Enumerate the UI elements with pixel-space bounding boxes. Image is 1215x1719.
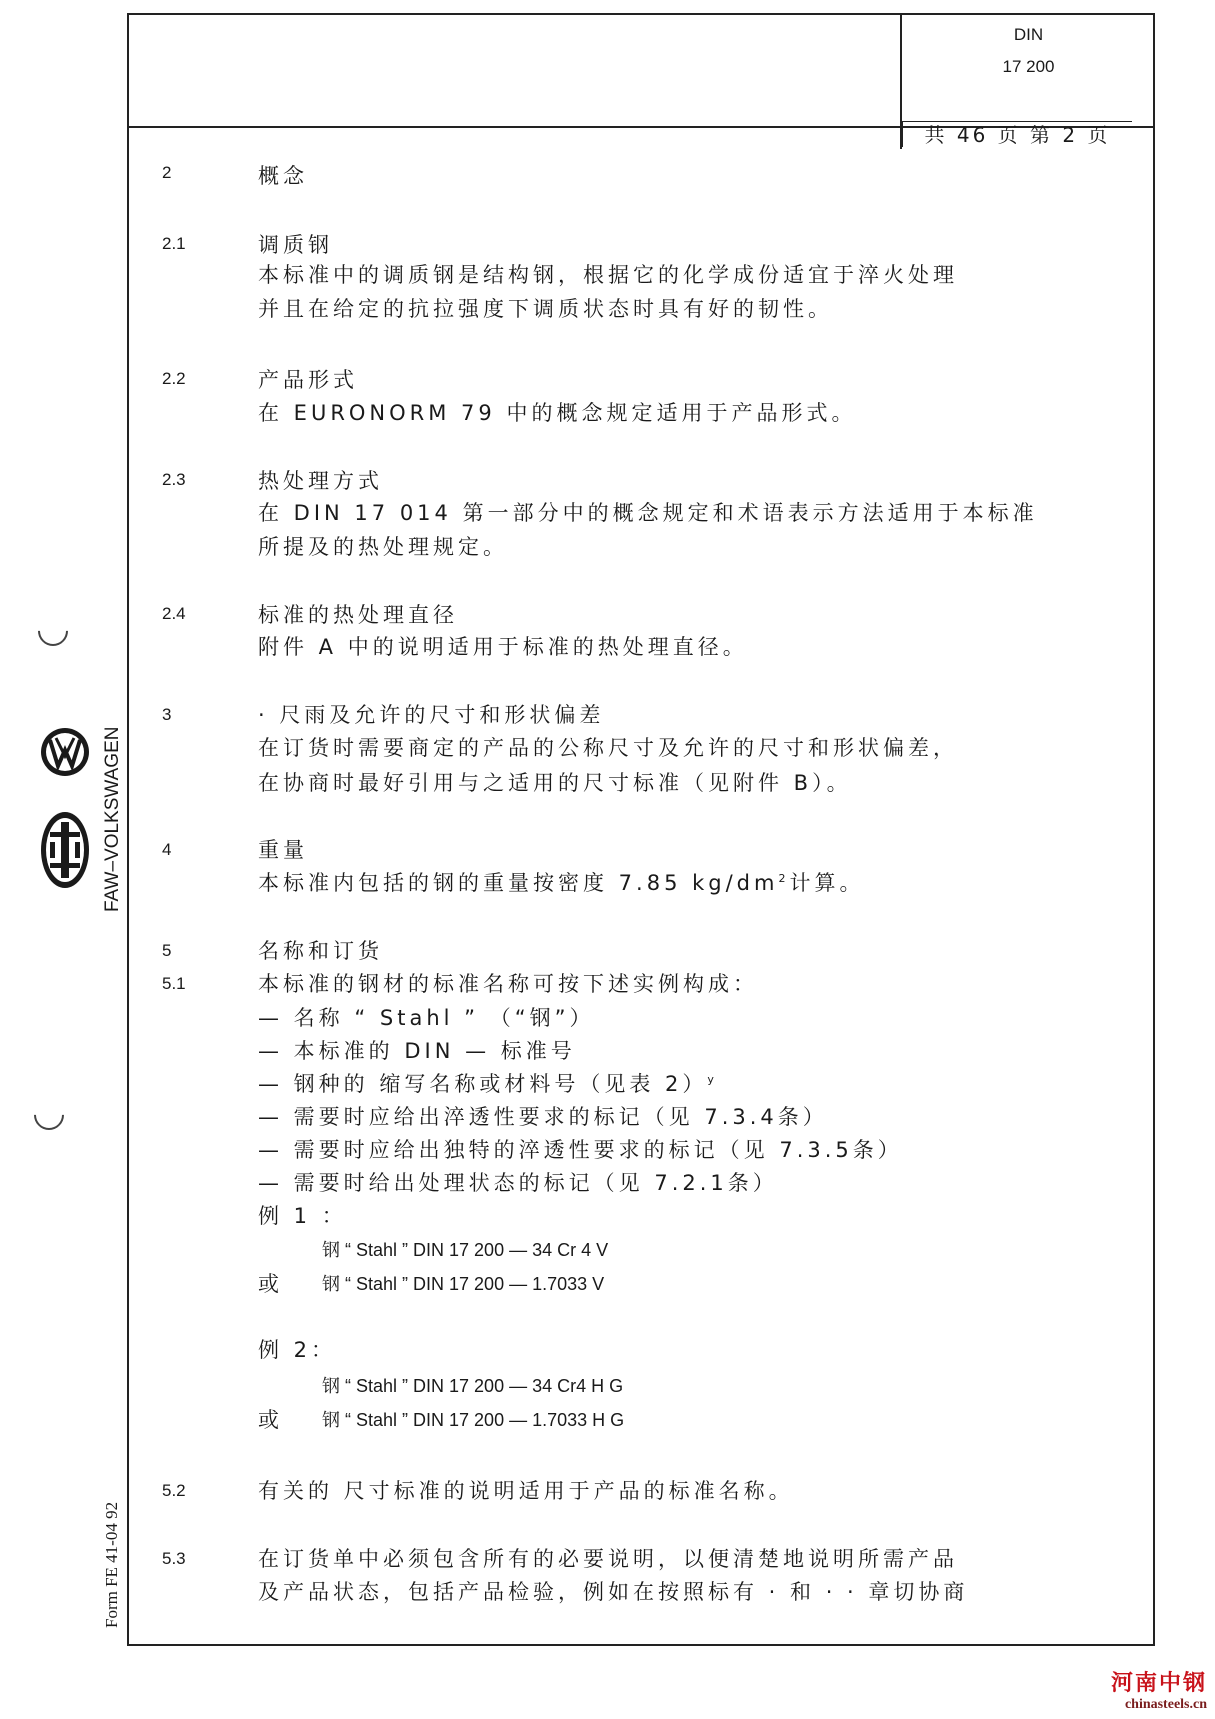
punch-hole	[32, 610, 74, 652]
paragraph-line: 本标准中的调质钢是结构钢，根据它的化学成份适宜于淬火处理	[258, 263, 958, 287]
section-number: 2.1	[162, 234, 186, 253]
section-number: 2.2	[162, 369, 186, 388]
faw-emblem-icon	[41, 812, 89, 888]
example-or: 或	[258, 1408, 283, 1432]
section-heading: 产品形式	[258, 368, 358, 392]
list-item	[258, 1068, 718, 1098]
paragraph-line: 及产品状态，包括产品检验，例如在按照标有 · 和 · · 章切协商	[258, 1580, 969, 1604]
paragraph-line: 在 DIN 17 014 第一部分中的概念规定和术语表示方法适用于本标准	[258, 501, 1038, 525]
section-heading: 名称和订货	[258, 939, 383, 963]
form-number: Form FE 41-04 92	[102, 1501, 121, 1628]
section-number: 5.2	[162, 1481, 186, 1500]
section-number: 5.3	[162, 1549, 186, 1568]
din-header-box	[900, 13, 1155, 149]
section-number: 2.3	[162, 470, 186, 489]
section-number: 3	[162, 705, 172, 724]
list-item: — 需要时应给出独特的淬透性要求的标记（见 7.3.5条）	[258, 1138, 903, 1162]
section-number: 5	[162, 941, 172, 960]
watermark-cn: 河南中钢	[1110, 1670, 1207, 1695]
paragraph-line: 在 EURONORM 79 中的概念规定适用于产品形式。	[258, 401, 857, 425]
example-line: 钢 “ Stahl ” DIN 17 200 — 34 Cr 4 V	[322, 1240, 609, 1260]
section-number: 5.1	[162, 974, 186, 993]
paragraph-line: 并且在给定的抗拉强度下调质状态时具有好的韧性。	[258, 297, 833, 321]
paragraph-line: 所提及的热处理规定。	[258, 535, 508, 559]
superscript: 2	[778, 872, 790, 885]
section-heading: 概念	[258, 164, 308, 188]
paragraph-line: 在订货时需要商定的产品的公称尺寸及允许的尺寸和形状偏差，	[258, 736, 958, 760]
section-heading: 重量	[258, 838, 308, 862]
section-heading: · 尺雨及允许的尺寸和形状偏差	[258, 703, 605, 727]
section-heading: 热处理方式	[258, 469, 383, 493]
din-number: 17 200	[1002, 57, 1055, 76]
section-number: 2.4	[162, 604, 186, 623]
watermark	[1111, 1666, 1207, 1713]
list-item: — 名称 “ Stahl ” （“钢”）	[258, 1006, 595, 1030]
page-counter: 共 46 页 第 2 页	[902, 121, 1132, 147]
section-number: 2	[162, 163, 172, 182]
section-number: 4	[162, 840, 172, 859]
example-label: 例 1 ：	[258, 1204, 347, 1228]
example-line: 钢 “ Stahl ” DIN 17 200 — 1.7033 V	[322, 1274, 605, 1294]
example-label: 例 2：	[258, 1338, 337, 1362]
punch-hole	[28, 1094, 70, 1136]
paragraph-line	[258, 867, 864, 897]
logo-text: FAW–VOLKSWAGEN	[102, 726, 123, 912]
section-heading: 标准的热处理直径	[258, 603, 458, 627]
din-label: DIN	[1013, 25, 1044, 44]
paragraph-text: 计算。	[789, 871, 865, 895]
paragraph-line: 有关的 尺寸标准的说明适用于产品的标准名称。	[258, 1479, 794, 1503]
vw-emblem-icon	[41, 728, 89, 776]
paragraph-text: 本标准内包括的钢的重量按密度 7.85 kg/dm	[258, 871, 779, 895]
list-item-text: — 钢种的 缩写名称或材料号（见表 2）	[258, 1072, 708, 1096]
list-item: — 本标准的 DIN — 标准号	[258, 1039, 576, 1063]
example-line: 钢 “ Stahl ” DIN 17 200 — 34 Cr4 H G	[322, 1376, 624, 1396]
list-item: — 需要时应给出淬透性要求的标记（见 7.3.4条）	[258, 1105, 828, 1129]
paragraph-line: 本标准的钢材的标准名称可按下述实例构成：	[258, 972, 758, 996]
list-item: — 需要时给出处理状态的标记（见 7.2.1条）	[258, 1171, 778, 1195]
paragraph-line: 在订货单中必须包含所有的必要说明，以便清楚地说明所需产品	[258, 1547, 958, 1571]
watermark-en: chinasteels.cn	[1124, 1697, 1207, 1712]
footnote-mark: y	[707, 1073, 718, 1086]
example-or: 或	[258, 1272, 283, 1296]
paragraph-line: 附件 A 中的说明适用于标准的热处理直径。	[258, 635, 748, 659]
paragraph-line: 在协商时最好引用与之适用的尺寸标准（见附件 B）。	[258, 771, 852, 795]
example-line: 钢 “ Stahl ” DIN 17 200 — 1.7033 H G	[322, 1410, 625, 1430]
section-heading: 调质钢	[258, 233, 333, 257]
